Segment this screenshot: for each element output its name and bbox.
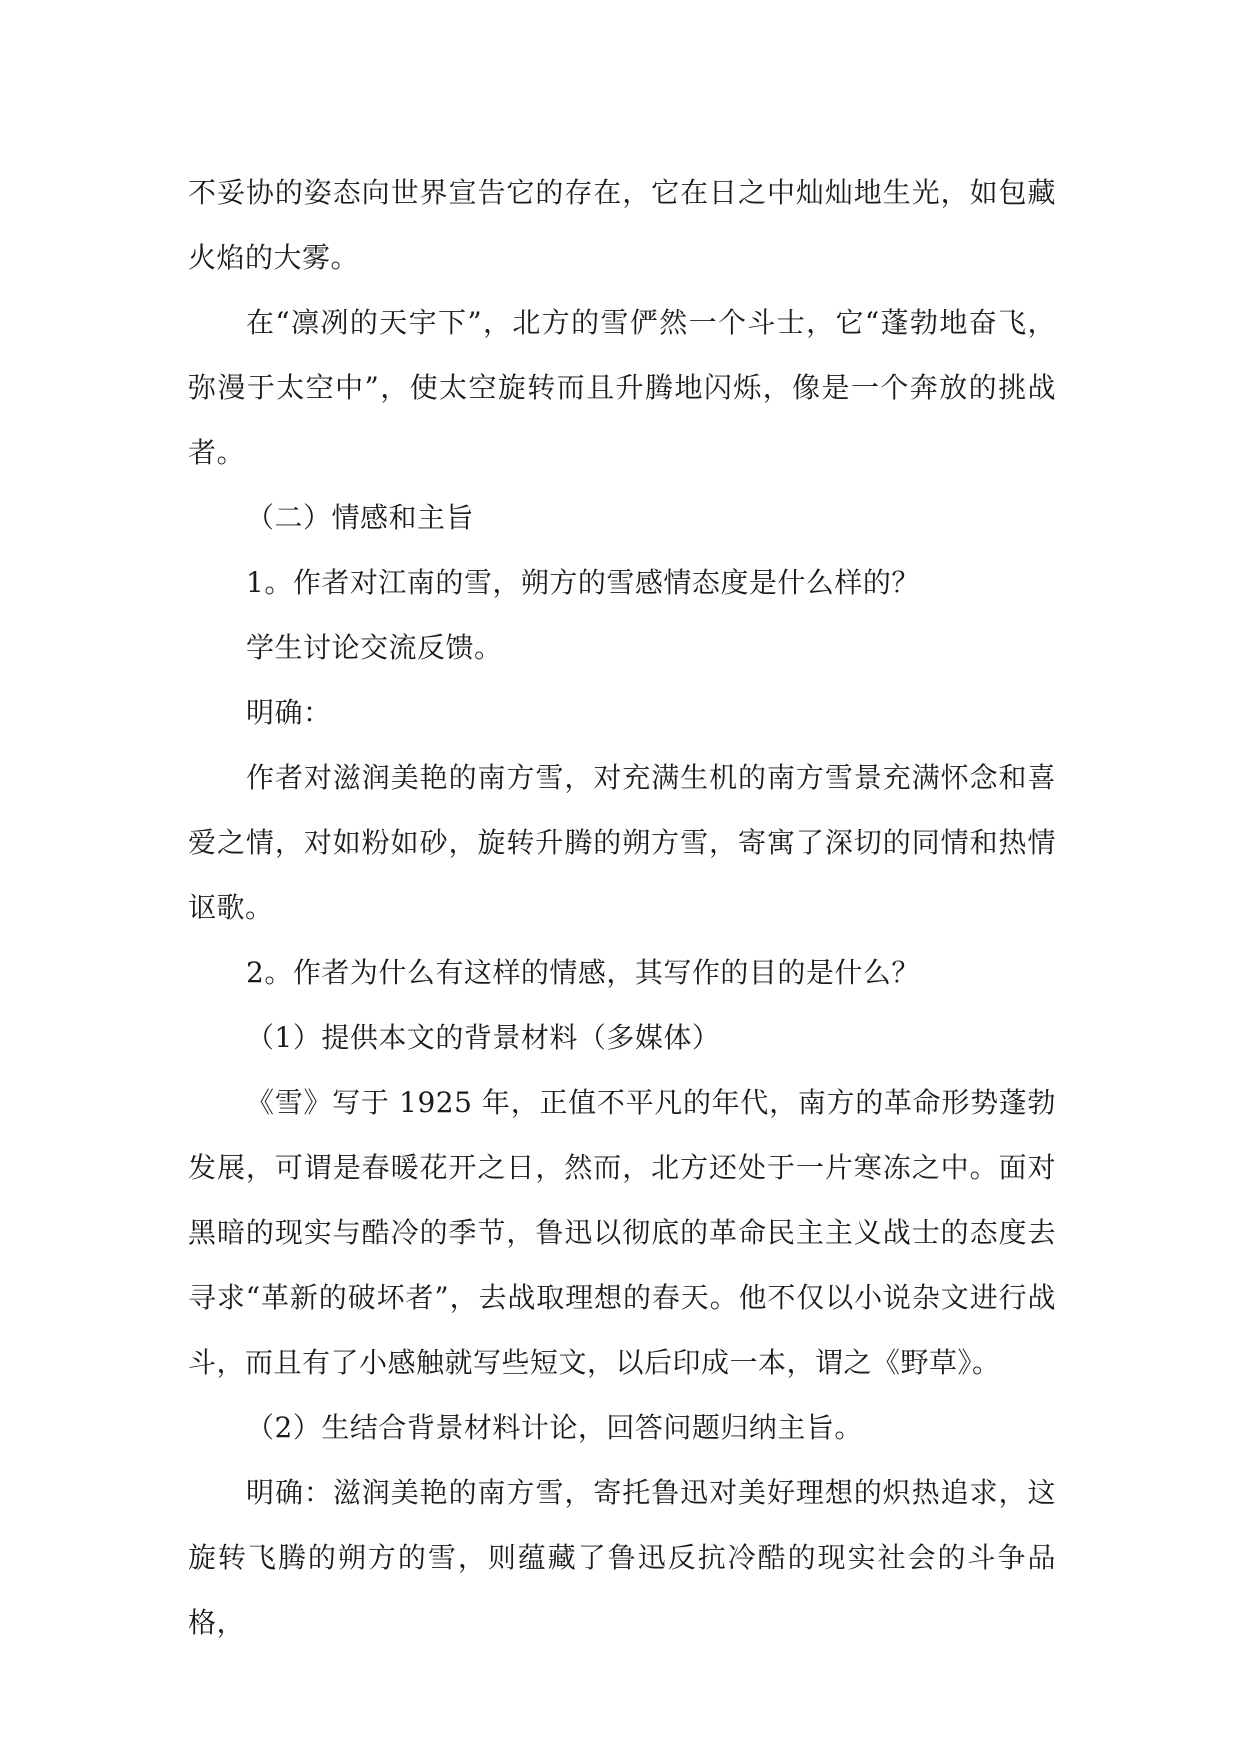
question-2: 2。作者为什么有这样的情感，其写作的目的是什么？	[246, 956, 920, 989]
paragraph-north-snow: 在“凛冽的天宇下”，北方的雪俨然一个斗士，它“蓬勃地奋飞，弥漫于太空中”，使太空旋转而且升腾地闪烁，像是一个奔放的挑战者。	[188, 306, 1056, 469]
paragraph-answer-1: 作者对滋润美艳的南方雪，对充满生机的南方雪景充满怀念和喜爱之情，对如粉如砂，旋转升腾的朔方雪，寄寓了深切的同情和热情讴歌。	[188, 761, 1056, 924]
paragraph-continuation: 不妥协的姿态向世界宣告它的存在，它在日之中灿灿地生光，如包藏火焰的大雾。	[188, 176, 1056, 274]
paragraph-discussion: 学生讨论交流反馈。	[246, 631, 503, 664]
subheading-discussion: （2）生结合背景材料计论，回答问题归纳主旨。	[246, 1411, 863, 1444]
document-body	[188, 160, 1056, 1655]
paragraph-clarify-label: 明确：	[246, 696, 332, 729]
subheading-background: （1）提供本文的背景材料（多媒体）	[246, 1021, 721, 1054]
paragraph-background: 《雪》写于 1925 年，正值不平凡的年代，南方的革命形势蓬勃发展，可谓是春暖花开之日，然而，北方还处于一片寒冻之中。面对黑暗的现实与酷冷的季节，鲁迅以彻底的革命民主主义战士的态度去寻求“革新的破坏者”，去战取理想的春天。他不仅以小说杂文进行战斗，而且有了小感触就写些短文，以后印成一本，谓之《野草》。	[188, 1086, 1056, 1379]
paragraph-answer-2: 明确：滋润美艳的南方雪，寄托鲁迅对美好理想的炽热追求，这旋转飞腾的朔方的雪，则蕴藏了鲁迅反抗冷酷的现实社会的斗争品格，	[188, 1476, 1056, 1639]
question-1: 1。作者对江南的雪，朔方的雪感情态度是什么样的？	[246, 566, 920, 599]
section-heading-emotion-theme: （二）情感和主旨	[246, 501, 475, 534]
